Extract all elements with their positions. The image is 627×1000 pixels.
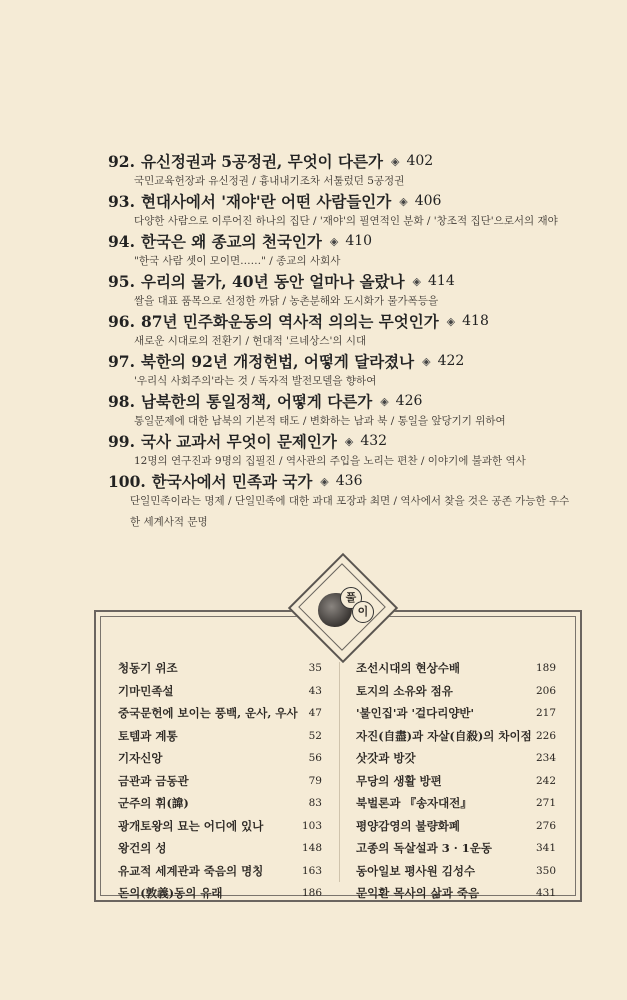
item-page: 341: [535, 842, 556, 855]
chapter-number: 99.: [108, 431, 135, 451]
chapter-entry: [108, 231, 588, 271]
item-page: 186: [301, 887, 322, 900]
item-title: 고종의 독살설과 3 · 1운동: [356, 841, 493, 856]
list-item: [118, 680, 322, 703]
list-item: [356, 860, 556, 883]
chapter-title: 남북한의 통일정책, 어떻게 다른가: [140, 392, 373, 411]
chapter-title: 유신정권과 5공정권, 무엇이 다른가: [140, 152, 383, 171]
list-item: [356, 770, 556, 793]
chapter-subtopics: "한국 사람 셋이 모이면……" / 종교의 사회사: [134, 255, 341, 267]
chapter-heading: [108, 351, 588, 371]
item-title: 돈의(敦義)동의 유래: [118, 886, 223, 901]
chapter-heading: [108, 471, 588, 491]
item-page: 43: [308, 684, 322, 697]
chapter-number: 96.: [108, 311, 135, 331]
item-page: 47: [308, 707, 322, 720]
list-item: [356, 792, 556, 815]
chapter-entry: [108, 351, 588, 391]
chapter-page: 422: [437, 353, 465, 369]
list-item: [118, 815, 322, 838]
list-item: [118, 837, 322, 860]
item-page: 189: [535, 662, 556, 675]
item-title: 금관과 금동관: [118, 773, 189, 788]
item-title: 유교적 세계관과 죽음의 명칭: [118, 863, 264, 878]
diamond-bullet-icon: ◈: [380, 394, 389, 408]
item-page: 234: [535, 752, 556, 765]
chapter-subtopics: 새로운 시대로의 전환기 / 현대적 '르네상스'의 시대: [134, 335, 367, 347]
chapter-subtopics: 통일문제에 대한 남북의 기본적 태도 / 변화하는 남과 북 / 통일을 앞당기기 위하여: [134, 415, 506, 427]
chapter-page: 410: [345, 233, 373, 249]
chapter-entry: [108, 431, 588, 471]
diamond-bullet-icon: ◈: [344, 434, 354, 448]
list-item: [356, 747, 556, 770]
chapter-number: 100.: [108, 471, 146, 491]
item-title: 무당의 생활 방편: [356, 773, 442, 788]
item-title: 청동기 위조: [118, 661, 178, 676]
item-page: 242: [535, 774, 556, 787]
diamond-bullet-icon: ◈: [412, 274, 422, 288]
chapter-entry: [108, 151, 588, 191]
column-divider: [339, 662, 340, 882]
item-title: 토지의 소유와 점유: [356, 683, 453, 698]
chapter-page: 436: [335, 473, 363, 489]
diamond-bullet-icon: ◈: [329, 234, 339, 248]
list-item: [356, 657, 556, 680]
item-title: 중국문헌에 보이는 풍백, 운사, 우사: [118, 706, 298, 721]
chapter-title: 87년 민주화운동의 역사적 의의는 무엇인가: [140, 312, 439, 331]
list-item: [356, 725, 556, 748]
box-column-right: [356, 657, 556, 905]
item-title: 기자신앙: [118, 751, 163, 766]
item-page: 52: [308, 729, 322, 742]
item-title: 평양감영의 불량화폐: [356, 818, 460, 833]
item-page: 276: [535, 819, 556, 832]
chapter-heading: [108, 231, 588, 251]
diamond-bullet-icon: ◈: [399, 194, 408, 208]
item-title: 동아일보 평사원 김성수: [356, 863, 476, 878]
chapter-heading: [108, 151, 588, 171]
chapter-entry: [108, 271, 588, 311]
item-page: 431: [535, 887, 556, 900]
item-title: 문익환 목사의 삶과 죽음: [356, 886, 480, 901]
item-title: 광개토왕의 묘는 어디에 있나: [118, 818, 264, 833]
chapter-heading: [108, 431, 588, 451]
list-item: [118, 702, 322, 725]
item-page: 206: [535, 684, 556, 697]
chapter-title: 우리의 물가, 40년 동안 얼마나 올랐나: [140, 272, 405, 291]
chapter-number: 97.: [108, 351, 135, 371]
chapter-entry: [108, 311, 588, 351]
list-item: [356, 815, 556, 838]
list-item: [118, 657, 322, 680]
chapter-subtopics: '우리식 사회주의'라는 것 / 독자적 발전모델을 향하여: [134, 375, 377, 387]
chapter-number: 95.: [108, 271, 135, 291]
chapter-title: 현대사에서 '재야'란 어떤 사람들인가: [140, 192, 392, 211]
list-item: [118, 725, 322, 748]
diamond-bullet-icon: ◈: [422, 354, 431, 368]
chapter-number: 94.: [108, 231, 135, 251]
item-page: 226: [535, 729, 556, 742]
chapter-entry: [108, 391, 588, 431]
chapter-number: 92.: [108, 151, 135, 171]
chapter-heading: [108, 271, 588, 291]
item-title: 자진(自盡)과 자살(自殺)의 차이점: [356, 728, 532, 743]
chapter-title: 한국사에서 민족과 국가: [151, 472, 313, 491]
item-page: 217: [535, 707, 556, 720]
chapter-page: 418: [462, 313, 489, 329]
item-page: 163: [301, 864, 322, 877]
item-page: 83: [308, 797, 322, 810]
chapter-number: 93.: [108, 191, 135, 211]
list-item: [356, 680, 556, 703]
chapter-subtopics: 단일민족이라는 명제 / 단일민족에 대한 과대 포장과 최면 / 역사에서 찾을 것은 공존 가능한 우수한 세계사적 문명: [130, 495, 570, 528]
item-title: 기마민족설: [118, 683, 174, 698]
chapter-entry: [108, 191, 588, 231]
chapter-page: 414: [428, 273, 455, 289]
item-title: 조선시대의 현상수배: [356, 661, 460, 676]
chapter-page: 402: [406, 153, 434, 169]
list-item: [118, 882, 322, 905]
item-page: 79: [308, 774, 322, 787]
item-page: 271: [535, 797, 556, 810]
chapter-subtopics: 다양한 사람으로 이루어진 하나의 집단 / '재야'의 필연적인 분화 / '창조적 집단'으로서의 재야: [134, 215, 558, 227]
chapter-heading: [108, 191, 588, 211]
item-title: 삿갓과 방갓: [356, 751, 416, 766]
list-item: [118, 860, 322, 883]
diamond-bullet-icon: ◈: [320, 474, 329, 488]
emblem-char: 이: [352, 601, 374, 623]
chapter-list: [108, 151, 588, 533]
diamond-bullet-icon: ◈: [446, 314, 456, 328]
item-title: '불인집'과 '걸다리양반': [356, 706, 475, 721]
list-item: [356, 882, 556, 905]
item-title: 북벌론과 『송자대전』: [356, 796, 472, 811]
item-title: 군주의 휘(諱): [118, 796, 189, 811]
item-page: 103: [301, 819, 322, 832]
chapter-title: 한국은 왜 종교의 천국인가: [140, 232, 322, 251]
chapter-entry: [108, 471, 588, 533]
item-page: 56: [308, 752, 322, 765]
emblem-char: 풀: [340, 587, 362, 609]
list-item: [356, 837, 556, 860]
item-page: 148: [301, 842, 322, 855]
chapter-subtopics: 국민교육헌장과 유신정권 / 흉내내기조차 서툴렀던 5공정권: [134, 175, 405, 187]
item-title: 토템과 계통: [118, 728, 178, 743]
chapter-heading: [108, 311, 588, 331]
chapter-subtopics: 쌀을 대표 품목으로 선정한 까닭 / 농촌분해와 도시화가 물가폭등을: [134, 295, 439, 307]
chapter-page: 406: [414, 193, 442, 209]
diamond-bullet-icon: ◈: [390, 154, 400, 168]
chapter-page: 426: [395, 393, 423, 409]
list-item: [118, 792, 322, 815]
chapter-heading: [108, 391, 588, 411]
chapter-title: 북한의 92년 개정헌법, 어떻게 달라졌나: [140, 352, 415, 371]
item-page: 350: [535, 864, 556, 877]
box-column-left: [118, 657, 322, 905]
item-page: 35: [308, 662, 322, 675]
list-item: [118, 770, 322, 793]
chapter-page: 432: [360, 433, 388, 449]
chapter-title: 국사 교과서 무엇이 문제인가: [140, 432, 337, 451]
chapter-number: 98.: [108, 391, 135, 411]
chapter-subtopics: 12명의 연구진과 9명의 집필진 / 역사관의 주입을 노리는 편찬 / 이야기에 불과한 역사: [134, 455, 526, 467]
item-title: 왕건의 성: [118, 841, 167, 856]
emblem: [298, 563, 386, 651]
list-item: [118, 747, 322, 770]
list-item: [356, 702, 556, 725]
